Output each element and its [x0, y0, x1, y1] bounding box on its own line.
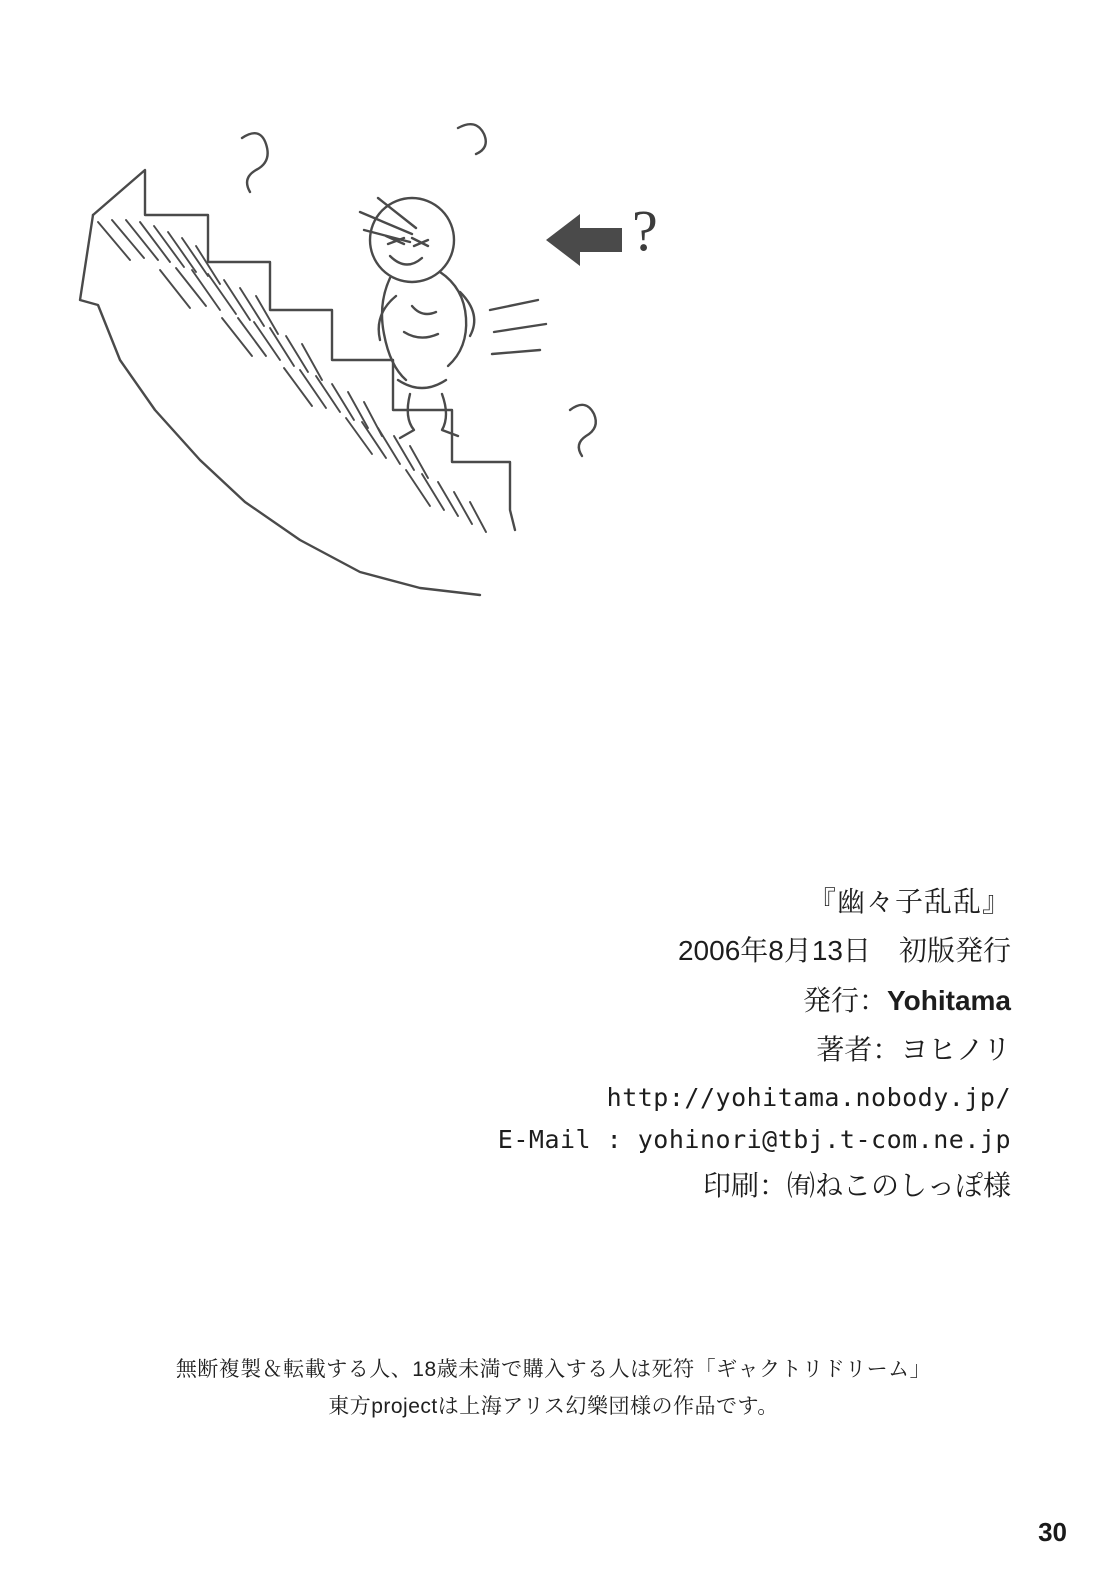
colophon-website-url[interactable]: http://yohitama.nobody.jp/ [606, 1082, 1011, 1112]
illustration-sketch [60, 110, 700, 610]
colophon-printer: 印刷：㈲ねこのしっぽ様 [702, 1169, 1011, 1201]
arrow-icon [546, 214, 622, 266]
colophon-author: 著者：ヨヒノリ [816, 1034, 1011, 1066]
page-number: 30 [1038, 1517, 1067, 1547]
staircase-hatching [98, 220, 486, 532]
colophon-title: 『幽々子乱乱』 [807, 886, 1011, 917]
colophon-publisher [451, 979, 1011, 1022]
colophon-publication-date: 2006年8月13日 初版発行 [677, 935, 1011, 967]
publisher-label: 発行： [803, 984, 888, 1016]
sketch-canvas [60, 110, 700, 610]
notice-line-1: 無断複製＆転載する人、18歳未満で購入する人は死符「ギャクトリドリーム」 [175, 1358, 932, 1381]
question-mark-glyph: ? [632, 198, 658, 263]
colophon-email[interactable]: E-Mail : yohinori@tbj.t-com.ne.jp [497, 1124, 1011, 1154]
staircase-outline [80, 170, 515, 595]
falling-character [360, 198, 474, 438]
motion-squiggles [242, 124, 596, 456]
colophon-block [451, 880, 1011, 1208]
publisher-name: Yohitama [887, 984, 1011, 1016]
motion-lines [490, 300, 546, 354]
notice-line-2: 東方projectは上海アリス幻樂団様の作品です。 [328, 1394, 779, 1418]
legal-notice-block [0, 1352, 1107, 1426]
